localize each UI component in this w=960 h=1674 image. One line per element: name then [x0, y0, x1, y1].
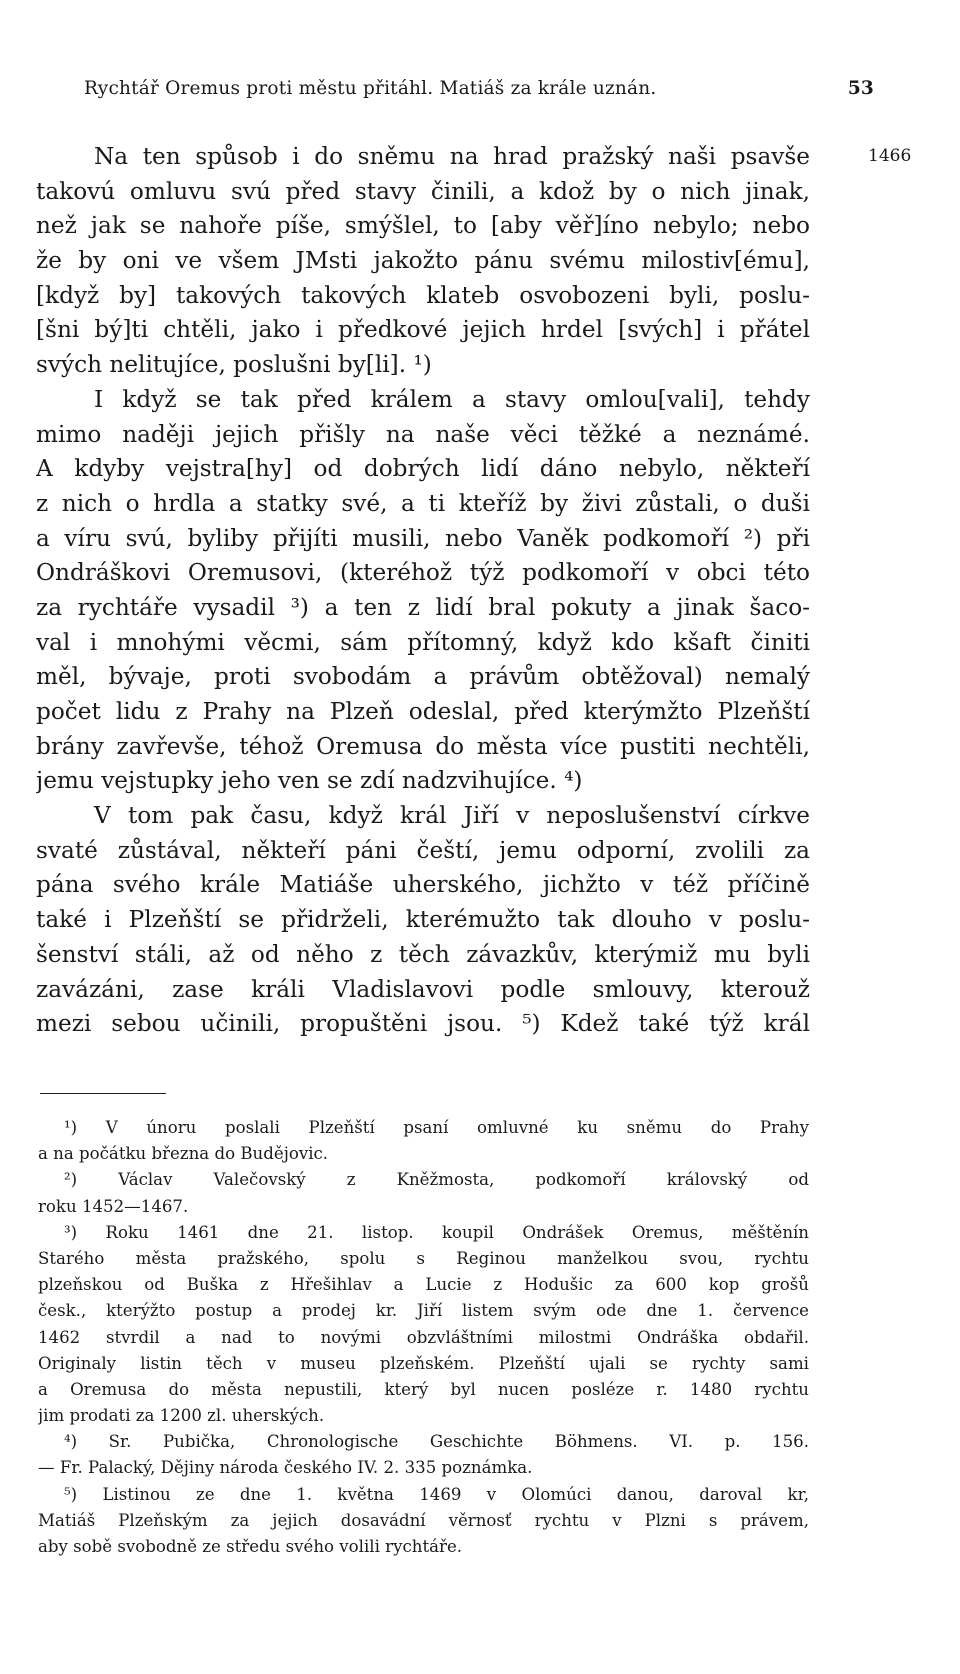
text-line: svaté zůstával, někteří páni čeští, jemu odporní, zvolili za [36, 836, 810, 864]
text-line: mezi sebou učinili, propuštěni jsou. ⁵) Kdež také týž král [36, 1010, 810, 1038]
text-line: šenství stáli, až od něho z těch závazkův, kterýmiž mu byli [36, 940, 810, 968]
text-line: brány zavřevše, téhož Oremusa do města více pustiti nechtěli, [36, 732, 810, 760]
text-line: [když by] takových takových klateb osvobozeni byli, poslu- [36, 281, 810, 309]
text-line: Na ten spůsob i do sněmu na hrad pražský naši psavše [94, 143, 810, 170]
running-head [84, 78, 874, 108]
text-line: [šni bý]ti chtěli, jako i předkové jejich hrdel [svých] i přátel [36, 316, 810, 344]
text-line: Ondráškovi Oremusovi, (kteréhož týž podkomoří v obci této [36, 559, 810, 587]
footnote-line: roku 1452—1467. [38, 1196, 189, 1216]
footnote-line: ³) Roku 1461 dne 21. listop. koupil Ondrášek Oremus, měštěnín [64, 1222, 809, 1242]
main-text [36, 140, 810, 1042]
footnote-line: Starého města pražského, spolu s Reginou manželkou svou, rychtu [38, 1248, 809, 1268]
text-line: že by oni ve všem JMsti jakožto pánu svému milostiv[ému], [36, 247, 810, 275]
footnote-line: Matiáš Plzeňským za jejich dosavádní věrnosť rychtu v Plzni s právem, [38, 1510, 809, 1530]
footnote-line: a Oremusa do města nepustili, který byl nucen posléze r. 1480 rychtu [38, 1379, 809, 1399]
footnote-line: jim prodati za 1200 zl. uherských. [38, 1406, 325, 1426]
text-line: V tom pak času, když král Jiří v neposlušenství církve [94, 802, 810, 830]
footnote-line: aby sobě svobodně ze středu svého volili rychtáře. [38, 1537, 463, 1556]
text-line: počet lidu z Prahy na Plzeň odeslal, před kterýmžto Plzeňští [36, 698, 810, 725]
footnote-line: — Fr. Palacký, Dějiny národa českého IV. 2. 335 poznámka. [38, 1458, 533, 1478]
text-line: A kdyby vejstra[hy] od dobrých lidí dáno nebylo, někteří [36, 455, 810, 483]
text-line: za rychtáře vysadil ³) a ten z lidí bral pokuty a jinak šaco- [36, 593, 810, 621]
page-number: 53 [847, 78, 874, 99]
text-line: takovú omluvu svú před stavy činili, a kdož by o nich jinak, [36, 177, 810, 205]
footnote-separator [40, 1093, 166, 1094]
footnotes [38, 1115, 809, 1560]
text-line: také i Plzeňští se přidrželi, kterémužto tak dlouho v poslu- [36, 906, 810, 934]
text-line: z nich o hrdla a statky své, a ti kteříž by živi zůstali, o duši [36, 489, 810, 517]
margin-year-note: 1466 [868, 146, 912, 166]
footnote-line: ⁵) Listinou ze dne 1. května 1469 v Olomúci danou, daroval kr, [64, 1484, 809, 1504]
text-line: val i mnohými věcmi, sám přítomný, když kdo kšaft činiti [36, 628, 810, 656]
footnote-line: plzeňskou od Buška z Hřešihlav a Lucie z Hodušic za 600 kop grošů [38, 1275, 809, 1295]
footnote-line: a na počátku března do Budějovic. [38, 1144, 329, 1164]
text-line: mimo naději jejich přišly na naše věci těžké a neznámé. [36, 420, 810, 448]
text-line: a víru svú, byliby přijíti musili, nebo Vaněk podkomoří ²) při [36, 524, 810, 552]
footnote-line: česk., kterýžto postup a prodej kr. Jiří listem svým ode dne 1. července [38, 1301, 809, 1321]
footnote-line: ¹) V únoru poslali Plzeňští psaní omluvné ku sněmu do Prahy [64, 1118, 809, 1137]
text-line: pána svého krále Matiáše uherského, jichžto v též příčině [36, 871, 810, 899]
text-line: svých nelitujíce, poslušni by[li]. ¹) [36, 351, 432, 379]
footnote-line: Originaly listin těch v museu plzeňském. Plzeňští ujali se rychty sami [38, 1353, 809, 1373]
text-line: měl, bývaje, proti svobodám a právům obtěžoval) nemalý [36, 663, 810, 691]
text-line: jemu vejstupky jeho ven se zdí nadzvihujíce. ⁴) [36, 767, 583, 795]
footnote-line: ²) Václav Valečovský z Kněžmosta, podkomoří královský od [64, 1170, 809, 1190]
footnote-line: 1462 stvrdil a nad to novými obzvláštními milostmi Ondráška obdařil. [38, 1327, 809, 1347]
footnote-line: ⁴) Sr. Pubička, Chronologische Geschichte Böhmens. VI. p. 156. [64, 1432, 809, 1452]
text-line: I když se tak před králem a stavy omlou[vali], tehdy [94, 385, 810, 413]
running-title: Rychtář Oremus proti městu přitáhl. Matiáš za krále uznán. [84, 78, 657, 99]
text-line: než jak se nahoře píše, smýšlel, to [aby věř]íno nebylo; nebo [36, 212, 810, 240]
text-line: zavázáni, zase králi Vladislavovi podle smlouvy, kterouž [36, 975, 810, 1003]
